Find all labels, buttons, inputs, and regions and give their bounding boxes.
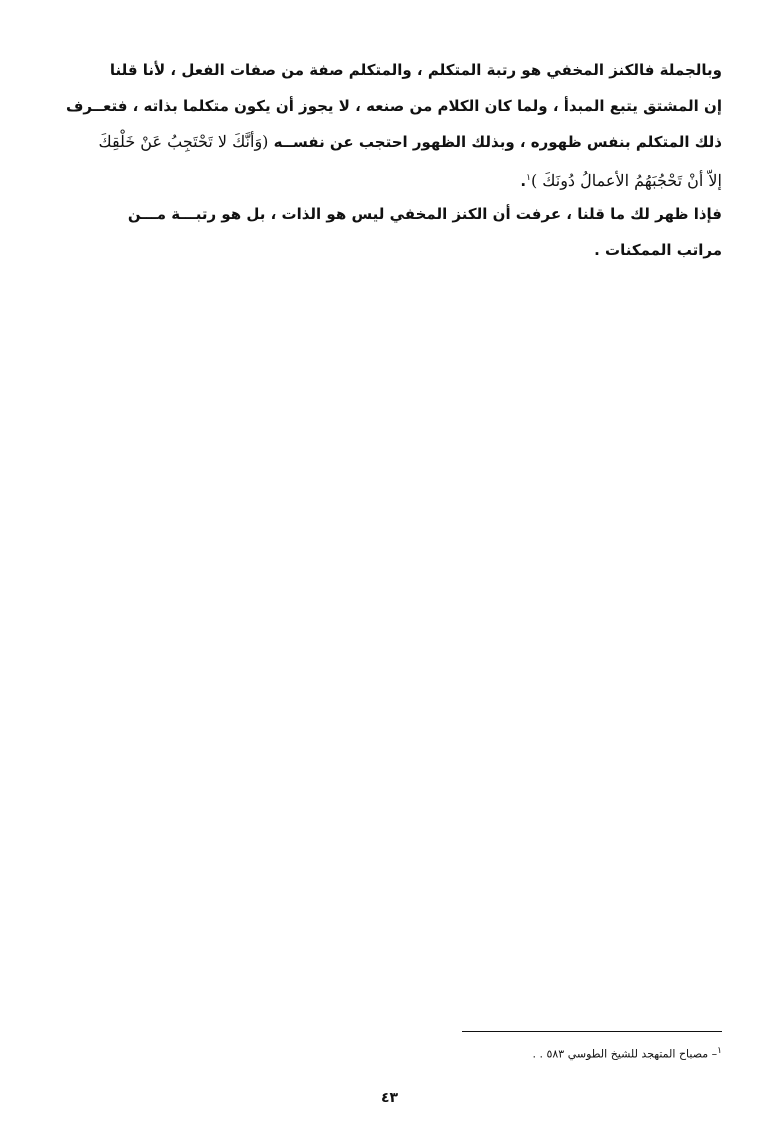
text-line: إن المشتق يتبع المبدأ ، ولما كان الكلام من صنعه ، لا يجوز أن يكون متكلما بذاته ، فتعــرف [65, 97, 722, 115]
quote-text: إلاّ أنْ تَحْجُبَهُمُ الأعمالُ دُونَكَ ) [530, 171, 722, 190]
footnote [480, 1040, 722, 1066]
text-line: وبالجملة فالكنز المخفي هو رتبة المتكلم ، والمتكلم صفة من صفات الفعل ، لأنا قلنا [109, 61, 722, 79]
footnote-mark: ١ [717, 1046, 722, 1056]
footnote-divider [462, 1031, 722, 1032]
body-text [58, 52, 722, 268]
text-line: مراتب الممكنات . [594, 241, 722, 259]
text-segment: ذلك المتكلم بنفس ظهوره ، وبذلك الظهور احتجب عن نفســه [273, 133, 722, 151]
quote-text: (وَأنَّكَ لا تَحْتَجِبُ عَنْ خَلْقِكَ [98, 132, 269, 151]
footnote-reference: ١ [526, 173, 531, 183]
text-line [58, 160, 722, 196]
text-line: فإذا ظهر لك ما قلنا ، عرفت أن الكنز المخفي ليس هو الذات ، بل هو رتبـــة مـــن [127, 205, 722, 223]
footnote-text: – مصباح المتهجد للشيخ الطوسي ٥٨٣ . . [532, 1047, 718, 1061]
text-line [58, 124, 722, 160]
page-number: ٤٣ [380, 1090, 399, 1106]
text-segment: . [520, 172, 527, 190]
